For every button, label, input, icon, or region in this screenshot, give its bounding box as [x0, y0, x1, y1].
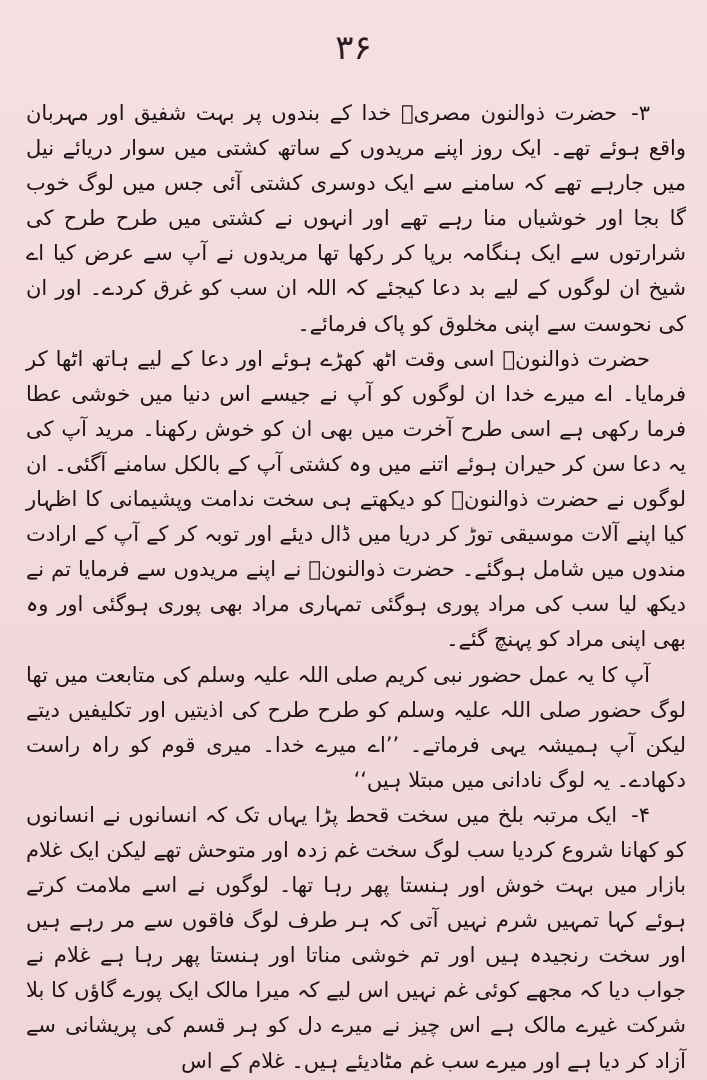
paragraph-text: آپ کا یہ عمل حضور نبی کریم صلی اللہ علیہ وسلم کی متابعت میں تھا لوگ حضور صلی اللہ علیہ وسلم کو طرح طرح کی اذیتیں اور تکلیفیں دیتے لیکن آپ ہمیشہ یہی فرماتے۔ ’’اے میرے خدا۔ میری قوم کو راہ راست دکھادے۔ یہ لوگ نادانی میں مبتلا ہیں‘‘	[26, 662, 686, 792]
paragraph-4	[26, 798, 686, 1079]
paragraph-number: ۳-	[631, 101, 650, 125]
paragraph-sunnah	[26, 658, 686, 798]
paragraph-text: حضرت ذوالنونؒ اسی وقت اٹھ کھڑے ہوئے اور دعا کے لیے ہاتھ اٹھا کر فرمایا۔ اے میرے خدا ان لوگوں کو آپ نے جیسے اس دنیا میں خوشی عطا فرما رکھی ہے اسی طرح آخرت میں بھی ان کو خوش رکھنا۔ مرید آپ کی یہ دعا سن کر حیران ہوئے اتنے میں وہ کشتی آپ کے بالکل سامنے آگئی۔ ان لوگوں نے حضرت ذوالنونؒ کو دیکھتے ہی سخت ندامت وپشیمانی کا اظہار کیا اپنے آلات موسیقی توڑ کر دریا میں ڈال دیئے اور توبہ کر کے آپ کے ارادت مندوں میں شامل ہوگئے۔ حضرت ذوالنونؒ نے اپنے مریدوں سے فرمایا تم نے دیکھ لیا سب کی مراد پوری ہوگئی تمہاری مراد بھی پوری ہوگئی اور وہ بھی اپنی مراد کو پہنچ گئے۔	[26, 346, 686, 652]
paragraph-number: ۴-	[631, 802, 650, 827]
page-body	[26, 96, 686, 1079]
page-number: ۳۶	[335, 28, 372, 68]
paragraph-dua	[26, 342, 686, 658]
paragraph-text: حضرت ذوالنون مصریؒ خدا کے بندوں پر بہت شفیق اور مہربان واقع ہوئے تھے۔ ایک روز اپنے مریدوں کے ساتھ کشتی میں سوار دریائے نیل میں جارہے تھے کہ سامنے سے ایک دوسری کشتی آئی جس میں لوگ خوب گا بجا اور خوشیاں منا رہے تھے اور انہوں نے کشتی میں طرح طرح کی شرارتوں سے ایک ہنگامہ برپا کر رکھا تھا مریدوں نے آپ سے عرض کیا اے شیخ ان لوگوں کے لیے بد دعا کیجئے کہ اللہ ان سب کو غرق کردے۔ اور ان کی نحوست سے اپنی مخلوق کو پاک فرمائے۔	[26, 101, 686, 336]
paragraph-3	[26, 96, 686, 342]
paragraph-text: ایک مرتبہ بلخ میں سخت قحط پڑا یہاں تک کہ انسانوں نے انسانوں کو کھانا شروع کردیا سب لوگ سخت غم زدہ اور متوحش تھے لیکن ایک غلام بازار میں بہت خوش اور ہنستا پھر رہا تھا۔ لوگوں نے اسے ملامت کرتے ہوئے کہا تمہیں شرم نہیں آتی کہ ہر طرف لوگ فاقوں سے مر رہے ہیں اور سخت رنجیدہ ہیں اور تم خوشی مناتا اور ہنستا پھر رہا ہے غلام نے جواب دیا کہ مجھے کوئی غم نہیں اس لیے کہ میرا مالک ایک پورے گاؤں کا بلا شرکت غیرے مالک ہے اس چیز نے میرے دل کو ہر قسم کی پریشانی سے آزاد کر دیا ہے اور میرے سب غم مٹادیئے ہیں۔ غلام کے اس	[26, 802, 686, 1073]
